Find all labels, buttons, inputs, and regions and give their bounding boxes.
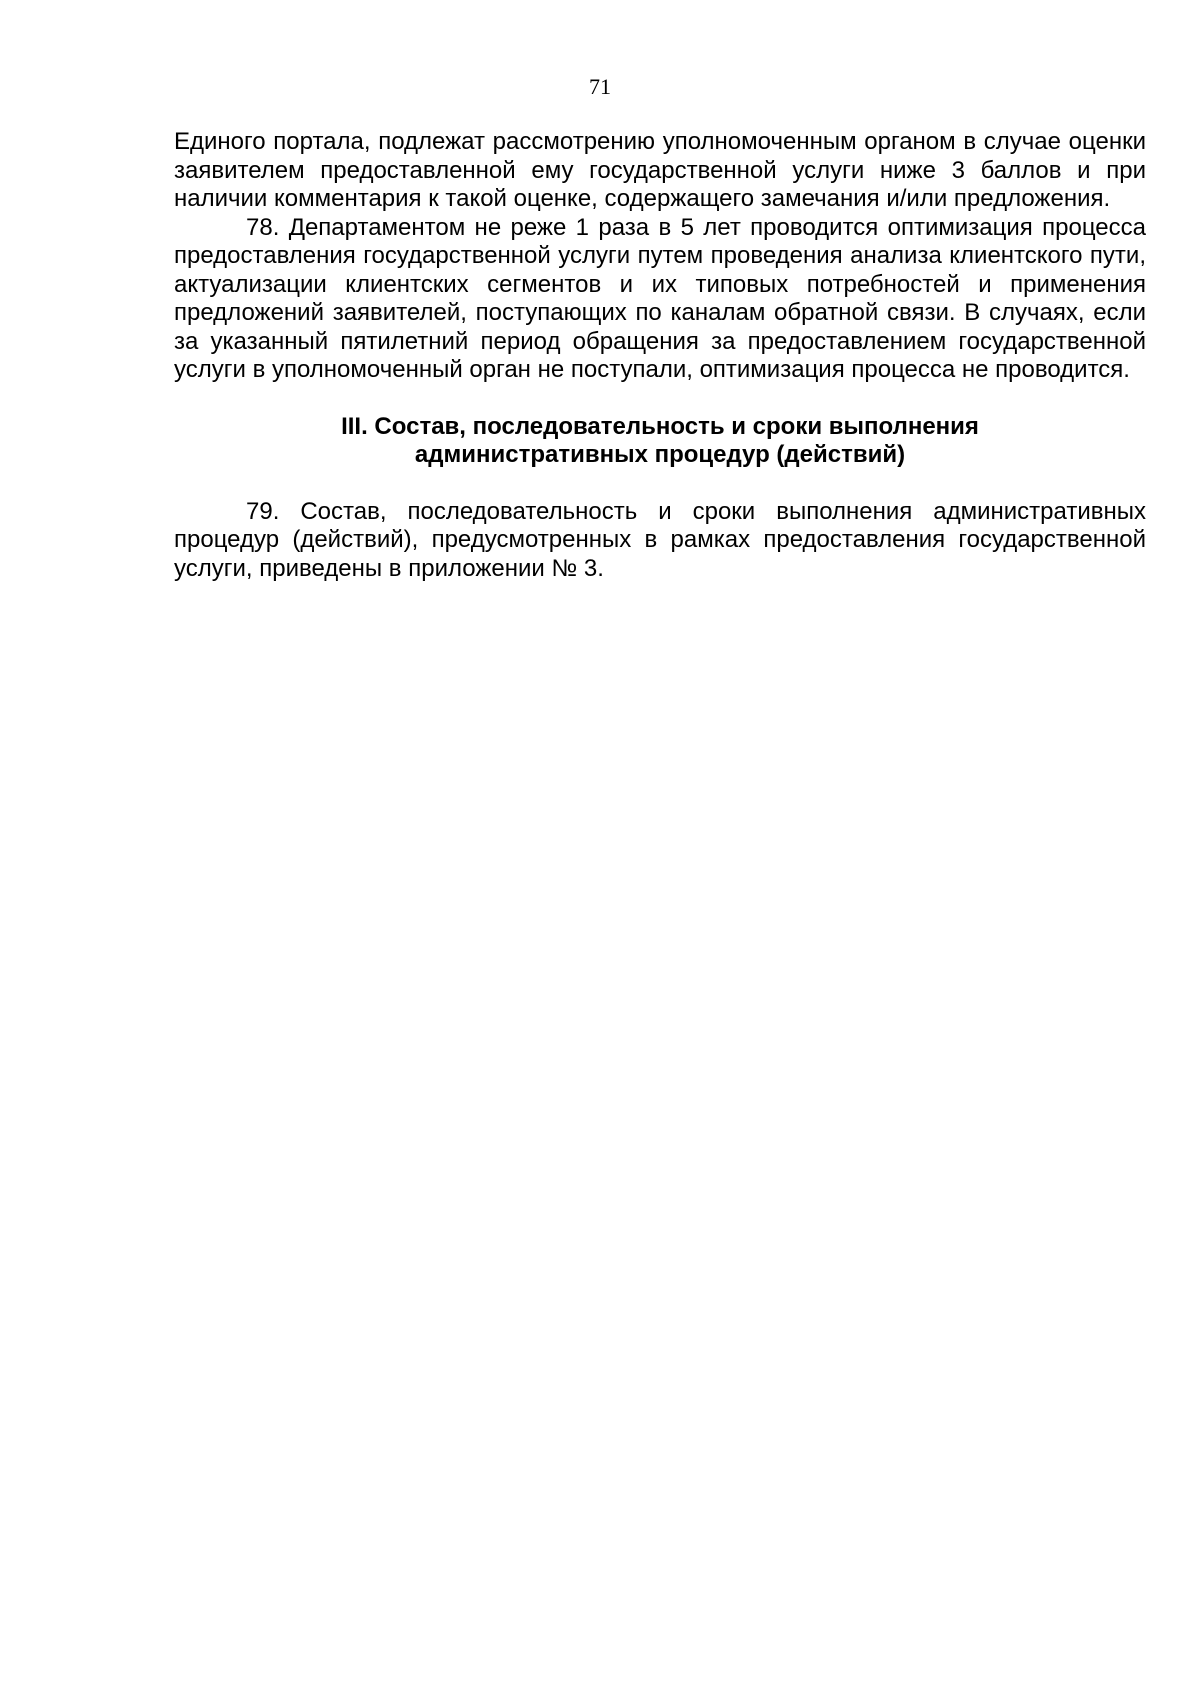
paragraph-item-78: 78. Департаментом не реже 1 раза в 5 лет проводится оптимизация процесса предоставления государственной услуги путем проведения анализа клиентского пути, актуализации клиентских сегментов и их типовых потребностей и применения предложений заявителей, поступающих по каналам обратной связи. В случаях, если за указанный пятилетний период обращения за предоставлением государственной услуги в уполномоченный орган не поступали, оптимизация процесса не проводится. (174, 213, 1146, 383)
page-number: 71 (589, 74, 611, 99)
section-heading (174, 413, 1146, 470)
paragraph-continuation: Единого портала, подлежат рассмотрению уполномоченным органом в случае оценки заявителем предоставленной ему государственной услуги ниже 3 баллов и при наличии комментария к такой оценке, содержащего замечания и/или предложения. (174, 128, 1146, 212)
paragraph-item-79: 79. Состав, последовательность и сроки выполнения административных процедур (действий), предусмотренных в рамках предоставления государственной услуги, приведены в приложении № 3. (174, 497, 1146, 582)
document-body (174, 128, 1146, 583)
section-heading-line-2: административных процедур (действий) (414, 441, 906, 468)
section-heading-line-1: III. Состав, последовательность и сроки выполнения (341, 412, 979, 440)
